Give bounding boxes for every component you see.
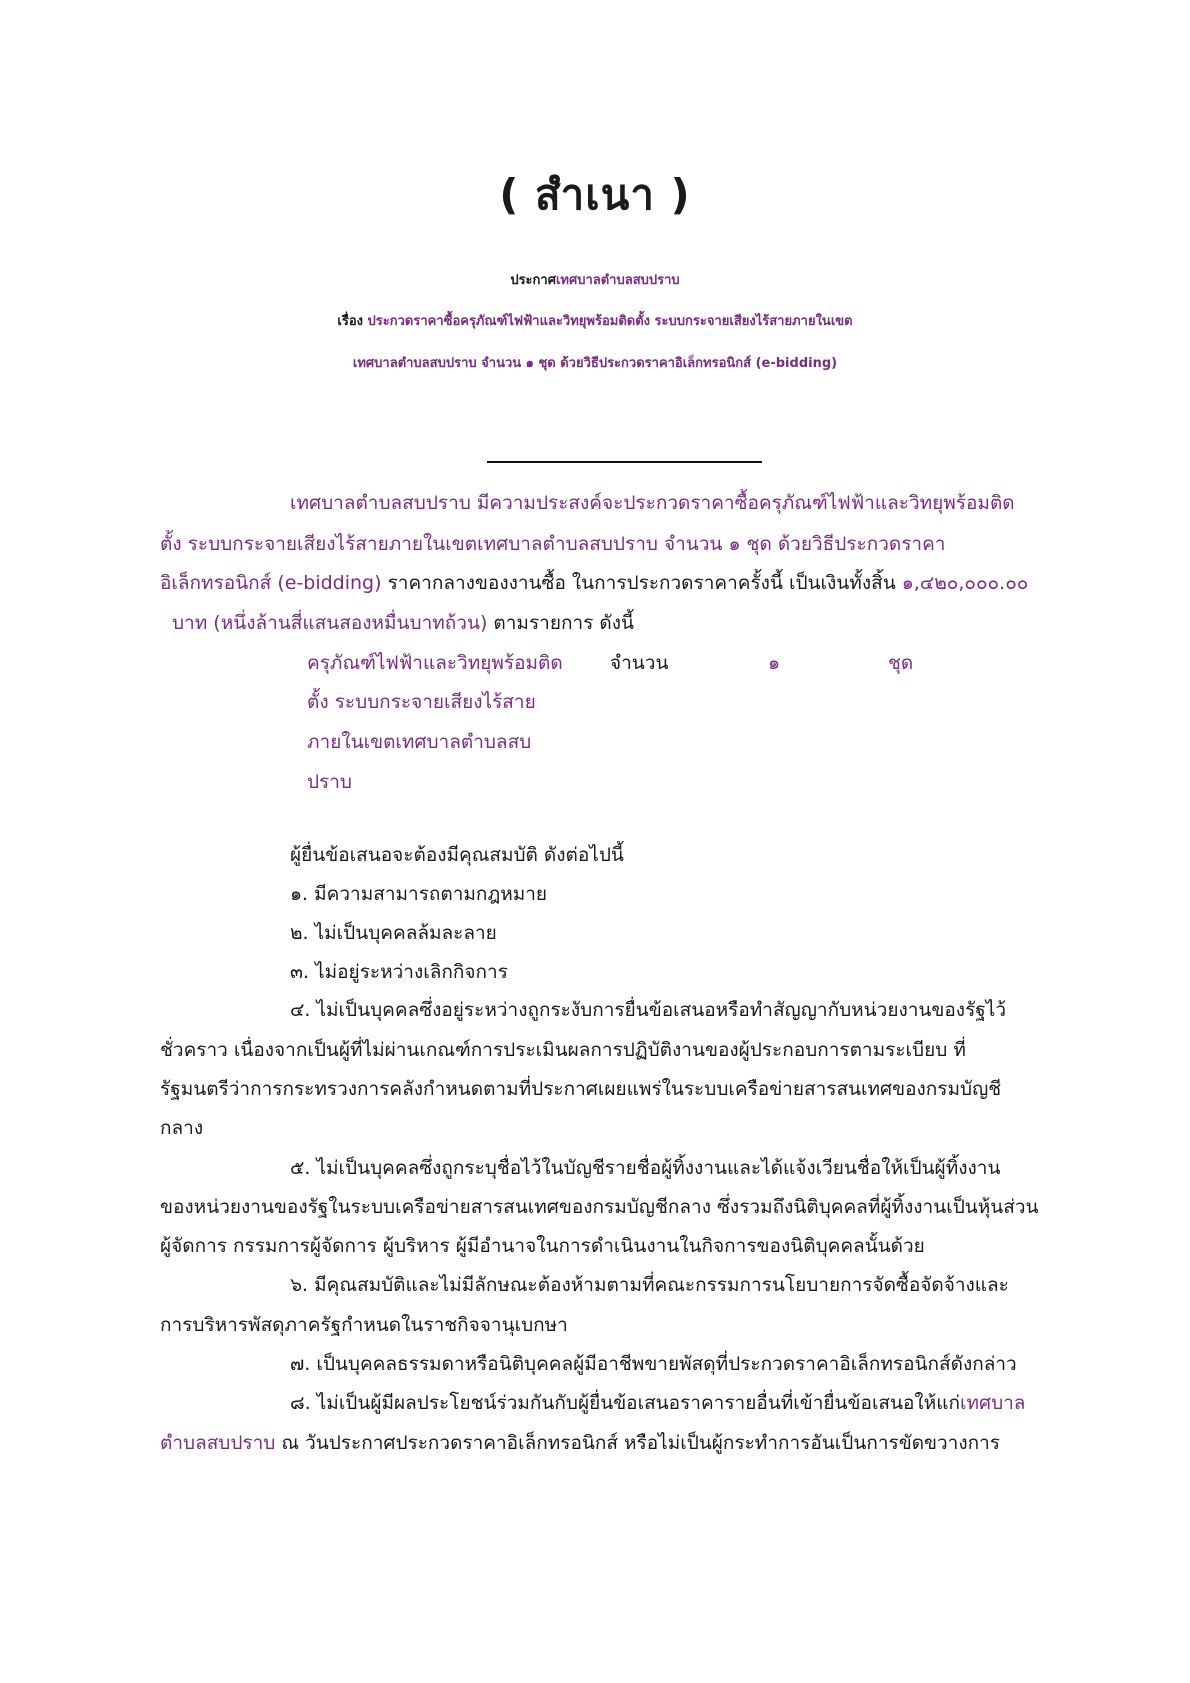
qualification-8-org: เทศบาล <box>959 1392 1026 1414</box>
qualification-8-line <box>290 1389 1025 1417</box>
qualification-6-line: การบริหารพัสดุภาครัฐกำหนดในราชกิจจานุเบกษา <box>160 1314 568 1336</box>
copy-title: ( สำเนา ) <box>499 170 691 219</box>
qualification-item-3: ๓. ไม่อยู่ระหว่างเลิกกิจการ <box>290 961 508 983</box>
title-divider <box>487 461 762 463</box>
item-description-line: ปราบ <box>307 771 352 793</box>
intro-median-price-text: ราคากลางของงานซื้อ ในการประกวดราคาครั้งนี้ เป็นเงินทั้งสิ้น <box>381 572 902 594</box>
qualification-4-line: กลาง <box>160 1117 204 1139</box>
item-description-line: ครุภัณฑ์ไฟฟ้าและวิทยุพร้อมติด <box>307 652 563 674</box>
qualification-5-line: ๕. ไม่เป็นบุคคลซึ่งถูกระบุชื่อไว้ในบัญชีรายชื่อผู้ทิ้งงานและได้แจ้งเวียนชื่อให้เป็นผู้ทิ้งงาน <box>290 1157 1001 1179</box>
intro-amount-words: บาท (หนึ่งล้านสี่แสนสองหมื่นบาทถ้วน) <box>172 612 488 634</box>
qualification-item-2: ๒. ไม่เป็นบุคคลล้มละลาย <box>290 922 497 944</box>
qualifications-heading: ผู้ยื่นข้อเสนอจะต้องมีคุณสมบัติ ดังต่อไปนี้ <box>290 844 624 866</box>
qualification-5-line: ผู้จัดการ กรรมการผู้จัดการ ผู้บริหาร ผู้มีอำนาจในการดำเนินงานในกิจการของนิติบุคคลนั้นด้วย <box>160 1235 925 1257</box>
intro-line-3 <box>160 569 1028 597</box>
qualification-8-text: ๘. ไม่เป็นผู้มีผลประโยชน์ร่วมกันกับผู้ยื่นข้อเสนอราคารายอื่นที่เข้ายื่นข้อเสนอให้แก่ <box>290 1392 960 1414</box>
intro-ebidding: อิเล็กทรอนิกส์ (e-bidding) <box>160 572 382 594</box>
item-qty-value: ๑ <box>768 652 781 674</box>
intro-amount: ๑,๔๒๐,๐๐๐.๐๐ <box>901 572 1029 594</box>
item-description-line: ตั้ง ระบบกระจายเสียงไร้สาย <box>307 691 536 713</box>
item-description-line: ภายในเขตเทศบาลตำบลสบ <box>307 731 532 753</box>
qualification-4-line: รัฐมนตรีว่าการกระทรวงการคลังกำหนดตามที่ประกาศเผยแพร่ในระบบเครือข่ายสารสนเทศของกรมบัญชี <box>160 1078 1002 1100</box>
intro-line-4 <box>172 609 634 637</box>
announcement-line-2 <box>0 308 1190 336</box>
qualification-8-org: ตำบลสบปราบ <box>160 1432 276 1454</box>
intro-line-1: เทศบาลตำบลสบปราบ มีความประสงค์จะประกวดราคาซื้อครุภัณฑ์ไฟฟ้าและวิทยุพร้อมติด <box>290 492 1015 514</box>
qualification-4-line: ชั่วคราว เนื่องจากเป็นผู้ที่ไม่ผ่านเกณฑ์การประเมินผลการปฏิบัติงานของผู้ประกอบการตามระเบียบ ที่ <box>160 1039 966 1061</box>
announcement-org: เทศบาลตำบลสบปราบ <box>555 273 680 288</box>
qualification-item-7: ๗. เป็นบุคคลธรรมดาหรือนิติบุคคลผู้มีอาชีพขายพัสดุที่ประกวดราคาอิเล็กทรอนิกส์ดังกล่าว <box>290 1353 1017 1375</box>
announcement-line-1 <box>0 267 1190 295</box>
qualification-item-1: ๑. มีความสามารถตามกฎหมาย <box>290 883 548 905</box>
qualification-6-line: ๖. มีคุณสมบัติและไม่มีลักษณะต้องห้ามตามที่คณะกรรมการนโยบายการจัดซื้อจัดจ้างและ <box>290 1274 1009 1296</box>
qualification-4-line: ๔. ไม่เป็นบุคคลซึ่งอยู่ระหว่างถูกระงับการยื่นข้อเสนอหรือทำสัญญากับหน่วยงานของรัฐไว้ <box>290 999 1006 1021</box>
announcement-line-3: เทศบาลตำบลสบปราบ จำนวน ๑ ชุด ด้วยวิธีประกวดราคาอิเล็กทรอนิกส์ (e-bidding) <box>352 356 838 371</box>
intro-line-2: ตั้ง ระบบกระจายเสียงไร้สายภายในเขตเทศบาลตำบลสบปราบ จำนวน ๑ ชุด ด้วยวิธีประกวดราคา <box>160 533 946 555</box>
qualification-8-line <box>160 1429 1000 1457</box>
intro-list-lead: ตามรายการ ดังนี้ <box>487 612 634 634</box>
item-unit: ชุด <box>888 652 914 674</box>
item-qty-label: จำนวน <box>610 652 669 674</box>
subject-text: ประกวดราคาซื้อครุภัณฑ์ไฟฟ้าและวิทยุพร้อมติดตั้ง ระบบกระจายเสียงไร้สายภายในเขต <box>367 314 853 329</box>
qualification-5-line: ของหน่วยงานของรัฐในระบบเครือข่ายสารสนเทศของกรมบัญชีกลาง ซึ่งรวมถึงนิติบุคคลที่ผู้ทิ้งงานเป็นหุ้นส่วน <box>160 1196 1039 1218</box>
qualification-8-text: ณ วันประกาศประกวดราคาอิเล็กทรอนิกส์ หรือไม่เป็นผู้กระทำการอันเป็นการขัดขวางการ <box>275 1432 1001 1454</box>
announcement-prefix: ประกาศ <box>510 273 556 288</box>
subject-prefix: เรื่อง <box>337 314 368 329</box>
